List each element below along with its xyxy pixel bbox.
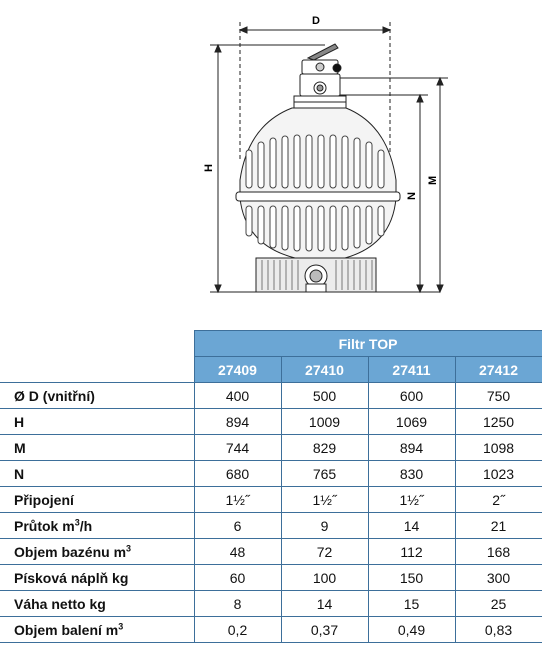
- table-cell: 100: [281, 565, 368, 591]
- row-label: M: [0, 435, 194, 461]
- table-title: Filtr TOP: [194, 331, 542, 357]
- dim-d-label: D: [312, 15, 320, 27]
- table-code-row: [0, 357, 542, 383]
- table-cell: 829: [281, 435, 368, 461]
- table-cell: 150: [368, 565, 455, 591]
- table-row: [0, 591, 542, 617]
- table-row: [0, 409, 542, 435]
- code-header: 27411: [368, 357, 455, 383]
- table-cell: 1250: [455, 409, 542, 435]
- table-cell: 60: [194, 565, 281, 591]
- table-cell: 0,37: [281, 617, 368, 643]
- table-cell: 1½˝: [368, 487, 455, 513]
- table-row: [0, 539, 542, 565]
- row-label: Průtok $m^3/h$: [0, 513, 194, 539]
- row-label: Objem bazénu $m^3$: [0, 539, 194, 565]
- code-header: 27412: [455, 357, 542, 383]
- table-row: [0, 487, 542, 513]
- table-cell: 1½˝: [281, 487, 368, 513]
- table-row: [0, 617, 542, 643]
- table-cell: 1098: [455, 435, 542, 461]
- table-cell: 9: [281, 513, 368, 539]
- table-row: [0, 513, 542, 539]
- row-label: N: [0, 461, 194, 487]
- table-cell: 0,49: [368, 617, 455, 643]
- table-cell: 1069: [368, 409, 455, 435]
- table-cell: 500: [281, 383, 368, 409]
- dim-m-label: M: [427, 175, 439, 185]
- table-cell: 830: [368, 461, 455, 487]
- code-header: 27409: [194, 357, 281, 383]
- table-cell: 300: [455, 565, 542, 591]
- table-cell: 8: [194, 591, 281, 617]
- row-label: Ø D (vnitřní): [0, 383, 194, 409]
- table-cell: 15: [368, 591, 455, 617]
- table-cell: 894: [368, 435, 455, 461]
- row-label: Váha netto kg: [0, 591, 194, 617]
- table-title-row: [0, 331, 542, 357]
- row-label: Připojení: [0, 487, 194, 513]
- table-cell: 2˝: [455, 487, 542, 513]
- table-row: [0, 435, 542, 461]
- table-cell: 14: [281, 591, 368, 617]
- code-header: 27410: [281, 357, 368, 383]
- table-row: [0, 565, 542, 591]
- spec-table: [0, 330, 542, 643]
- table-cell: 72: [281, 539, 368, 565]
- table-cell: 1023: [455, 461, 542, 487]
- table-cell: 112: [368, 539, 455, 565]
- table-cell: 6: [194, 513, 281, 539]
- table-row: [0, 461, 542, 487]
- table-body: [0, 383, 542, 643]
- multiport-valve: [294, 44, 346, 108]
- table-cell: 744: [194, 435, 281, 461]
- table-row: [0, 383, 542, 409]
- table-cell: 750: [455, 383, 542, 409]
- table-cell: 14: [368, 513, 455, 539]
- filter-base: [256, 258, 376, 292]
- table-cell: 0,2: [194, 617, 281, 643]
- table-cell: 1009: [281, 409, 368, 435]
- table-cell: 21: [455, 513, 542, 539]
- row-label: Objem balení $m^3$: [0, 617, 194, 643]
- table-cell: 48: [194, 539, 281, 565]
- table-cell: 168: [455, 539, 542, 565]
- dim-h-label: H: [203, 164, 215, 172]
- row-label: H: [0, 409, 194, 435]
- table-cell: 25: [455, 591, 542, 617]
- filter-tank: [236, 108, 400, 258]
- table-cell: 765: [281, 461, 368, 487]
- table-cell: 400: [194, 383, 281, 409]
- row-label: Písková náplň kg: [0, 565, 194, 591]
- table-cell: 894: [194, 409, 281, 435]
- table-cell: 1½˝: [194, 487, 281, 513]
- dim-n-label: N: [406, 192, 418, 200]
- table-cell: 680: [194, 461, 281, 487]
- table-cell: 0,83: [455, 617, 542, 643]
- filter-drawing: [0, 0, 542, 320]
- table-cell: 600: [368, 383, 455, 409]
